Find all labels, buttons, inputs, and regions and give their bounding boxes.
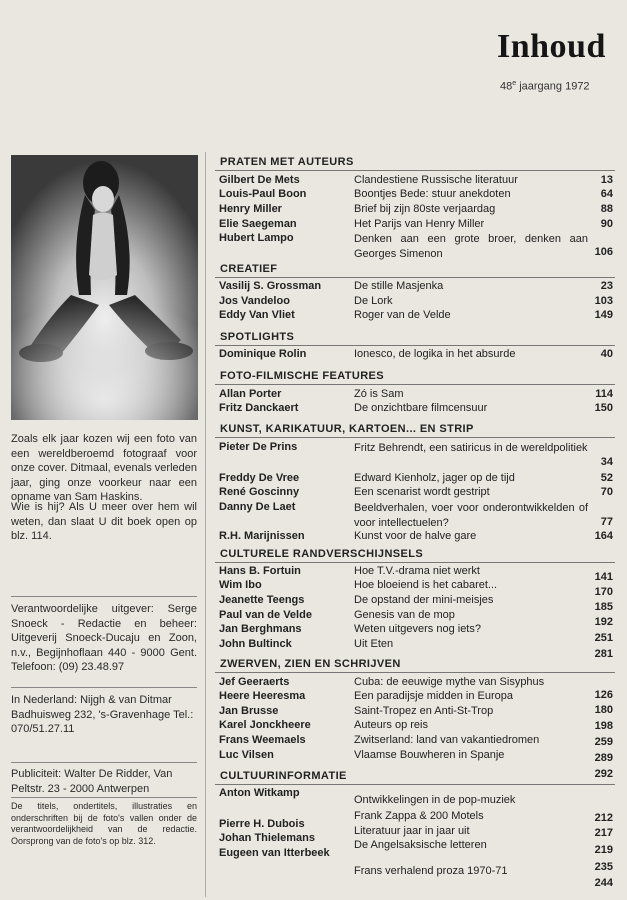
toc-entry[interactable]	[219, 579, 616, 598]
entry-title: De Angelsaksische letteren	[354, 839, 487, 851]
entry-title: Edward Kienholz, jager op de tijd	[354, 472, 515, 484]
toc-entry[interactable]	[219, 402, 616, 416]
entry-author: Jan Berghmans	[219, 623, 302, 635]
entry-title: Boontjes Bede: stuur anekdoten	[354, 188, 511, 200]
entry-author: Jos Vandeloo	[219, 295, 290, 307]
entry-page: 150	[594, 402, 613, 414]
entry-author: Eddy Van Vliet	[219, 309, 295, 321]
cover-photo-image	[11, 155, 198, 420]
entry-title: Literatuur jaar in jaar uit	[354, 825, 470, 837]
entry-page: 103	[594, 295, 613, 307]
entry-author: Freddy De Vree	[219, 472, 300, 484]
section-title: PRATEN MET AUTEURS	[220, 156, 354, 168]
entry-title: Frank Zappa & 200 Motels	[354, 810, 484, 822]
toc-entry[interactable]	[219, 565, 616, 583]
entry-page: 289	[594, 752, 613, 764]
entry-page: 292	[594, 768, 613, 780]
issue-label	[500, 80, 590, 93]
entry-title: Vlaamse Bouwheren in Spanje	[354, 749, 505, 761]
entry-title: Uit Eten	[354, 638, 394, 650]
entry-author: Frans Weemaels	[219, 734, 306, 746]
entry-author: Elie Saegeman	[219, 218, 297, 230]
entry-author: Eugeen van Itterbeek	[219, 847, 330, 859]
entry-page: 170	[594, 586, 613, 598]
entry-author: Luc Vilsen	[219, 749, 274, 761]
entry-author: Jan Brusse	[219, 705, 279, 717]
entry-title: Het Parijs van Henry Miller	[354, 218, 485, 230]
entry-page: 219	[594, 844, 613, 856]
section-rule	[215, 345, 615, 346]
entry-page: 141	[594, 571, 613, 583]
toc-entry[interactable]	[219, 501, 616, 530]
entry-title: De stille Masjenka	[354, 280, 444, 292]
entry-title: Ontwikkelingen in de pop-muziek	[354, 794, 516, 806]
entry-author: Dominique Rolin	[219, 348, 307, 360]
entry-title: Beeldverhalen, voer voor onderontwikkelden of voor intellectuelen?	[354, 502, 588, 529]
entry-author: Fritz Danckaert	[219, 402, 299, 414]
toc-entry[interactable]	[219, 594, 616, 613]
entry-page: 126	[594, 689, 613, 701]
entry-page: 185	[594, 601, 613, 613]
entry-author: Hubert Lampo	[219, 232, 294, 244]
entry-page: 180	[594, 704, 613, 716]
entry-page: 90	[600, 218, 613, 230]
section-title: FOTO-FILMISCHE FEATURES	[220, 370, 385, 382]
entry-title: Ionesco, de logika in het absurde	[354, 348, 516, 360]
entry-page: 64	[600, 188, 613, 200]
entry-page: 235	[594, 861, 613, 873]
toc-entry[interactable]	[219, 638, 616, 660]
entry-author: Anton Witkamp	[219, 787, 300, 799]
toc-entry[interactable]	[219, 203, 616, 217]
toc-entry[interactable]	[219, 472, 616, 486]
entry-title: Een scenarist wordt gestript	[354, 486, 490, 498]
advertising-info: Publiciteit: Walter De Ridder, Van Peltstr. 23 - 2000 Antwerpen	[11, 768, 173, 795]
section-rule	[215, 672, 615, 673]
entry-title: Een paradijsje midden in Europa	[354, 690, 513, 702]
entry-author: Pieter De Prins	[219, 441, 298, 453]
toc-entry[interactable]	[219, 847, 616, 877]
entry-author: Louis-Paul Boon	[219, 188, 307, 200]
entry-author: Allan Porter	[219, 388, 282, 400]
cover-photo	[11, 155, 198, 420]
toc-entry[interactable]	[219, 486, 616, 500]
toc-entry[interactable]	[219, 530, 616, 544]
entry-page: 251	[594, 632, 613, 644]
entry-title: Cuba: de eeuwige mythe van Sisyphus	[354, 676, 545, 688]
toc-entry[interactable]	[219, 280, 616, 294]
entry-page: 217	[594, 827, 613, 839]
entry-author: Henry Miller	[219, 203, 282, 215]
issue-text: jaargang 1972	[516, 80, 590, 93]
entry-page: 149	[594, 309, 613, 321]
entry-title: Zó is Sam	[354, 388, 404, 400]
entry-page: 52	[600, 472, 613, 484]
entry-author: John Bultinck	[219, 638, 292, 650]
section-title: CULTURELE RANDVERSCHIJNSELS	[220, 548, 424, 560]
section-rule	[215, 784, 615, 785]
entry-author: Paul van de Velde	[219, 609, 312, 621]
page-title: Inhoud	[497, 28, 606, 65]
entry-author: Gilbert De Mets	[219, 174, 300, 186]
entry-page: 198	[594, 720, 613, 732]
entry-page: 23	[600, 280, 613, 292]
entry-page: 77	[600, 516, 613, 528]
entry-title: Roger van de Velde	[354, 309, 451, 321]
netherlands-info: In Nederland: Nijgh & van Ditmar Badhuisweg 232, 's-Gravenhage Tel.: 070/51.27.11	[11, 694, 194, 735]
entry-title: Clandestiene Russische literatuur	[354, 174, 518, 186]
entry-author: Danny De Laet	[219, 501, 296, 513]
entry-author: Heere Heeresma	[219, 690, 306, 702]
issue-number: 48	[500, 80, 513, 93]
entry-title: Zwitserland: land van vakantiedromen	[354, 734, 540, 746]
entry-title: Saint-Tropez en Anti-St-Trop	[354, 705, 494, 717]
toc-entry[interactable]	[219, 862, 616, 889]
cover-description: Zoals elk jaar kozen wij een foto van een wereldberoemd fotograaf voor onze cover. Ditmaal, evenals verleden jaar, ging onze voorkeur naar een opname van Sam Haskins.	[11, 433, 197, 503]
entry-author: Jeanette Teengs	[219, 594, 305, 606]
entry-page: 164	[594, 530, 613, 542]
entry-title: Fritz Behrendt, een satiricus in de wereldpolitiek	[354, 442, 588, 454]
entry-page: 13	[600, 174, 613, 186]
section-rule	[215, 437, 615, 438]
entry-author: R.H. Marijnissen	[219, 530, 305, 542]
section-title: SPOTLIGHTS	[220, 331, 295, 343]
entry-title: De opstand der mini-meisjes	[354, 594, 494, 606]
entry-title: Hoe T.V.-drama niet werkt	[354, 565, 480, 577]
entry-title: De Lork	[354, 295, 393, 307]
entry-page: 70	[600, 486, 613, 498]
entry-author: Vasilij S. Grossman	[219, 280, 322, 292]
entry-title: De onzichtbare filmcensuur	[354, 402, 488, 414]
entry-author: Jef Geeraerts	[219, 676, 290, 688]
entry-title: Auteurs op reis	[354, 719, 428, 731]
entry-title: Weten uitgevers nog iets?	[354, 623, 481, 635]
divider	[11, 797, 197, 798]
entry-author: Hans B. Fortuin	[219, 565, 301, 577]
publisher-info: Verantwoordelijke uitgever: Serge Snoeck - Redactie en beheer: Uitgeverij Snoeck-Ducaju en Zoon, n.v., Begijnhoflaan 440 - 9000 Gent. Telefoon: (09) 23.48.97	[11, 603, 197, 673]
entry-title: Genesis van de mop	[354, 609, 455, 621]
toc-entry[interactable]	[219, 232, 616, 261]
entry-page: 40	[600, 348, 613, 360]
disclaimer: De titels, ondertitels, illustraties en onderschriften bij de foto's vallen onder de verantwoordelijkheid van de redactie. Oorsprong van de foto's op blz. 312.	[11, 801, 197, 846]
entry-title: Kunst voor de halve gare	[354, 530, 477, 542]
section-rule	[215, 170, 615, 171]
divider	[11, 596, 197, 597]
section-title: CULTUURINFORMATIE	[220, 770, 347, 782]
entry-title: Hoe bloeiend is het cabaret...	[354, 579, 498, 591]
toc-entry[interactable]	[219, 348, 616, 362]
section-rule	[215, 277, 615, 278]
entry-page: 281	[594, 648, 613, 660]
toc-entry[interactable]	[219, 787, 616, 806]
entry-page: 244	[594, 877, 613, 889]
toc-entry[interactable]	[219, 388, 616, 402]
toc-entry[interactable]	[219, 188, 616, 202]
entry-author: Johan Thielemans	[219, 832, 315, 844]
section-rule	[215, 384, 615, 385]
entry-title: Denken aan een grote broer, denken aan Georges Simenon	[354, 233, 588, 260]
entry-page: 114	[595, 388, 613, 400]
entry-author: Karel Jonckheere	[219, 719, 311, 731]
entry-page: 106	[594, 246, 613, 258]
entry-page: 34	[600, 456, 613, 468]
cover-reference: Wie is hij? Als U meer over hem wil weten, dan slaat U dit boek open op blz. 114.	[11, 501, 197, 542]
section-title: KUNST, KARIKATUUR, KARTOEN... EN STRIP	[220, 423, 474, 435]
column-divider	[205, 152, 206, 897]
toc-entry[interactable]	[219, 295, 616, 309]
issue-ordinal: e	[512, 80, 517, 87]
section-title: ZWERVEN, ZIEN EN SCHRIJVEN	[220, 658, 401, 670]
entry-title: Frans verhalend proza 1970-71	[354, 865, 508, 877]
toc-entry[interactable]	[219, 609, 616, 628]
divider	[11, 687, 197, 688]
toc-entry[interactable]	[219, 441, 616, 470]
toc-entry[interactable]	[219, 174, 616, 188]
toc-entry[interactable]	[219, 218, 616, 232]
entry-page: 192	[594, 616, 613, 628]
entry-page: 259	[594, 736, 613, 748]
section-title: CREATIEF	[220, 263, 278, 275]
entry-author: Pierre H. Dubois	[219, 818, 305, 830]
entry-page: 212	[594, 812, 613, 824]
toc-entry[interactable]	[219, 309, 616, 323]
entry-author: Wim Ibo	[219, 579, 262, 591]
section-rule	[215, 562, 615, 563]
entry-page: 88	[600, 203, 613, 215]
entry-title: Brief bij zijn 80ste verjaardag	[354, 203, 496, 215]
entry-author: René Goscinny	[219, 486, 300, 498]
divider	[11, 762, 197, 763]
